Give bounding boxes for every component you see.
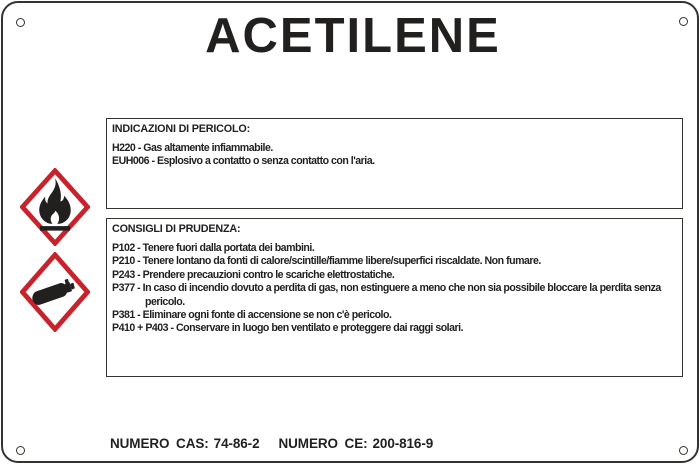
cas-number-label: NUMERO CAS: xyxy=(110,436,209,451)
precautionary-statement: P377 - In caso di incendio dovuto a perdita di gas, non estinguere a meno che non sia possibile bloccare la perdita senza pericolo. xyxy=(112,282,661,308)
flame-icon xyxy=(20,168,90,246)
gas-cylinder-icon xyxy=(20,252,90,332)
cas-number-value: 74-86-2 xyxy=(213,436,260,451)
precautionary-statements-box xyxy=(106,218,683,377)
hazard-statement: EUH006 - Esplosivo a contatto o senza contatto con l'aria. xyxy=(112,155,375,168)
screw-hole-bottom-right xyxy=(679,446,688,455)
page-title: ACETILENE xyxy=(205,9,501,63)
precautionary-statement: P243 - Prendere precauzioni contro le scariche elettrostatiche. xyxy=(112,268,395,281)
hazard-statement: H220 - Gas altamente infiammabile. xyxy=(112,142,273,154)
precaution-box-heading: CONSIGLI DI PRUDENZA: xyxy=(112,223,241,235)
ce-number-label: NUMERO CE: xyxy=(278,436,368,451)
precautionary-statement: P410 + P403 - Conservare in luogo ben ventilato e proteggere dai raggi solari. xyxy=(112,322,464,335)
hazard-statements-box xyxy=(106,118,683,209)
screw-hole-bottom-left xyxy=(16,446,25,455)
ce-number-value: 200-816-9 xyxy=(372,436,434,451)
hazard-box-heading: INDICAZIONI DI PERICOLO: xyxy=(112,123,250,135)
precautionary-statement: P102 - Tenere fuori dalla portata dei bambini. xyxy=(112,242,315,254)
sign-panel xyxy=(1,1,699,463)
precautionary-statement: P381 - Eliminare ogni fonte di accensione se non c'è pericolo. xyxy=(112,309,392,322)
registry-numbers-line xyxy=(110,436,433,451)
precautionary-statement: P210 - Tenere lontano da fonti di calore/scintille/fiamme libere/superfici riscaldate. Non fumare. xyxy=(112,255,541,268)
